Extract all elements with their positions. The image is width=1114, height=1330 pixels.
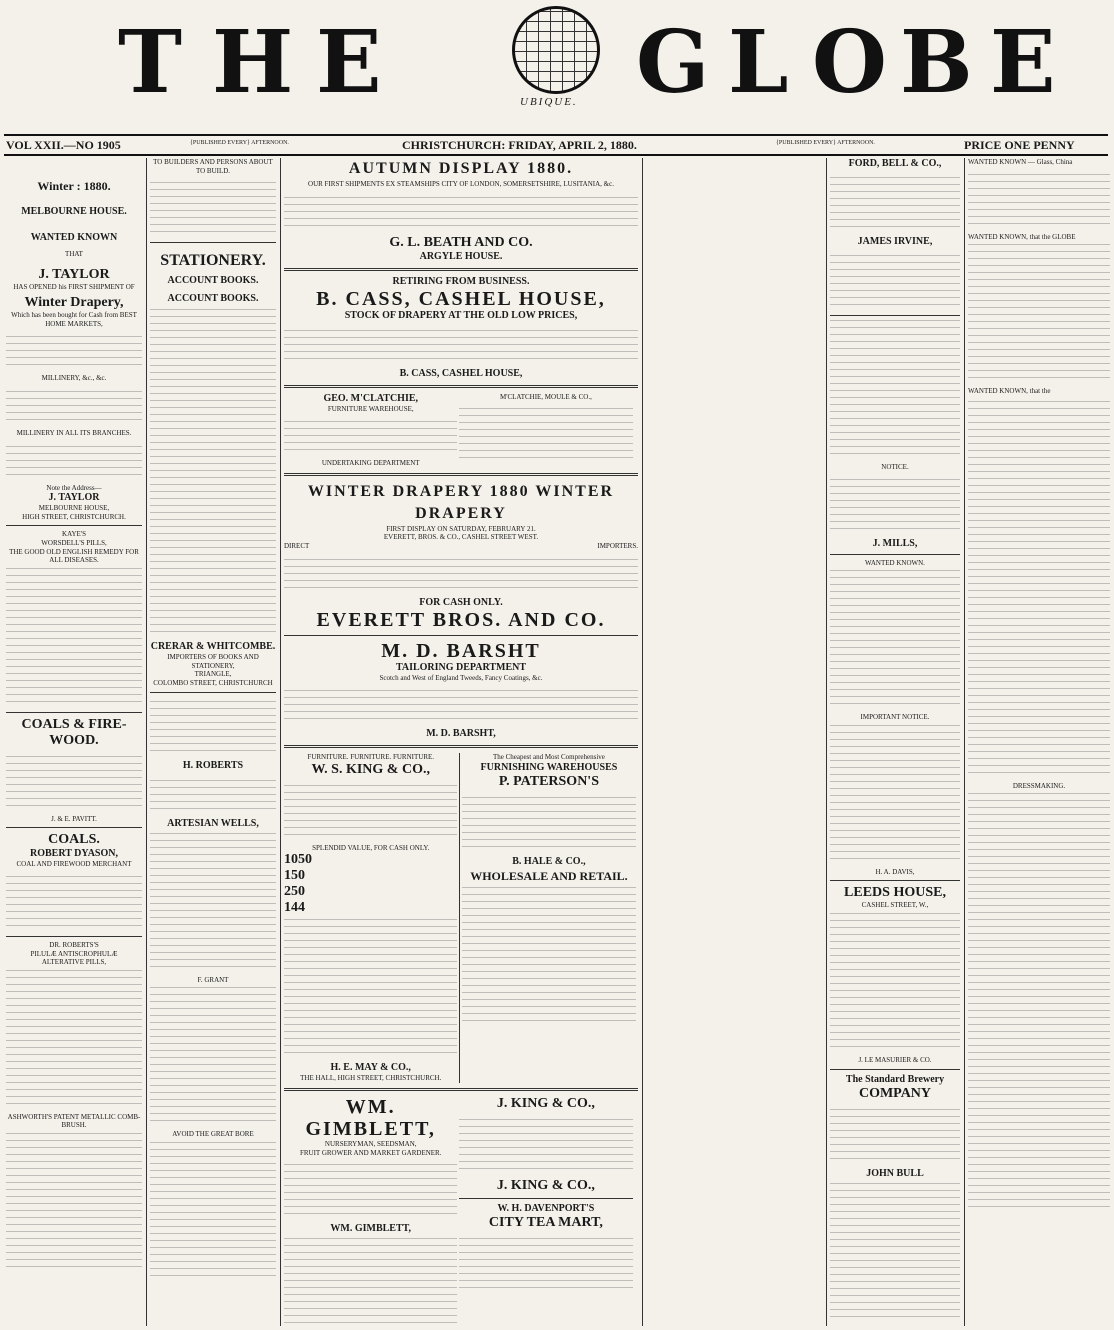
paterson-ad xyxy=(462,753,635,1030)
dateline xyxy=(4,134,1108,156)
masthead-letter: G xyxy=(636,12,712,113)
ad-heading: ROBERT DYASON, xyxy=(29,848,118,860)
ad-body-text xyxy=(6,1133,142,1273)
motto: UBIQUE. xyxy=(520,96,578,108)
ad-heading: G. L. BEATH AND CO. xyxy=(389,234,533,250)
ad-heading: FURNISHING WAREHOUSES xyxy=(480,761,618,773)
ad-body-text xyxy=(284,919,457,1059)
ad-heading: WM. GIMBLETT, xyxy=(305,1095,436,1140)
jking-ad xyxy=(459,1096,632,1297)
column-2 xyxy=(150,158,276,1326)
ad-body-text xyxy=(6,568,142,708)
direct-importers xyxy=(284,542,638,551)
ad-heading: M. D. BARSHT, xyxy=(426,728,496,740)
masthead-letter: T xyxy=(118,12,184,113)
column-rule xyxy=(642,158,643,1326)
divider xyxy=(830,880,960,881)
ad-heading: ASHWORTH'S PATENT METALLIC COMB-BRUSH. xyxy=(7,1112,141,1130)
divider xyxy=(830,315,960,316)
ad-text: NURSERYMAN, SEEDSMAN, xyxy=(324,1139,417,1148)
ad-heading: ALTERATIVE PILLS, xyxy=(41,958,107,967)
column-rule xyxy=(280,158,281,1326)
ad-heading: FORD, BELL & CO., xyxy=(848,158,942,169)
ad-heading: J. MILLS, xyxy=(872,537,918,549)
ad-heading: J. TAYLOR xyxy=(48,492,100,504)
ad-heading: WHOLESALE AND RETAIL. xyxy=(470,868,628,883)
ad-heading: ARGYLE HOUSE. xyxy=(419,250,503,262)
ad-heading: COMPANY xyxy=(858,1085,932,1101)
volume-number: VOL XXII.—NO 1905 xyxy=(6,138,121,152)
ad-text: TRIANGLE, xyxy=(194,670,232,679)
ad-body-text xyxy=(284,781,457,841)
ad-heading: MELBOURNE HOUSE. xyxy=(21,206,127,217)
ad-body-text xyxy=(830,251,960,311)
ad-body-text xyxy=(6,441,142,481)
ad-heading: COALS. xyxy=(48,832,100,848)
column-5 xyxy=(830,158,960,1326)
ad-body-text xyxy=(830,1183,960,1323)
ad-heading: SPLENDID VALUE, FOR CASH ONLY. xyxy=(312,843,430,852)
ad-body-text xyxy=(6,970,142,1110)
ad-body-text xyxy=(150,1142,276,1282)
masthead xyxy=(0,0,1114,118)
ad-text: COLOMBO STREET, CHRISTCHURCH xyxy=(153,678,273,687)
ad-body-text xyxy=(6,752,142,812)
ad-body-text xyxy=(830,570,960,710)
ad-body-text xyxy=(462,887,635,1027)
ad-heading: W. H. DAVENPORT'S xyxy=(497,1202,595,1214)
ad-text: Scotch and West of England Tweeds, Fancy Coatings, &c. xyxy=(379,673,543,682)
ad-text: H. A. DAVIS, xyxy=(875,867,915,876)
ad-text: HAS OPENED his FIRST SHIPMENT OF xyxy=(13,282,135,291)
divider xyxy=(284,635,638,636)
ad-body-text xyxy=(150,178,276,238)
divider xyxy=(284,385,638,388)
ad-text: The Cheapest and Most Comprehensive xyxy=(492,753,605,762)
ad-heading: WANTED KNOWN. xyxy=(865,558,925,567)
ad-body-text xyxy=(150,697,276,757)
divider xyxy=(6,712,142,713)
masthead-letter: E xyxy=(316,12,384,113)
divider xyxy=(284,473,638,476)
ad-body-text xyxy=(150,833,276,973)
globe-emblem xyxy=(512,6,600,94)
main-advertisements xyxy=(284,158,638,1326)
ad-text: COAL AND FIREWOOD MERCHANT xyxy=(16,860,132,869)
ad-heading: FOR CASH ONLY. xyxy=(419,596,503,608)
ad-body-text xyxy=(459,404,632,464)
column-6 xyxy=(968,158,1110,1326)
ad-heading: PILULÆ ANTISCROPHULÆ xyxy=(30,949,118,958)
ad-text: DIRECT xyxy=(284,541,310,550)
ad-body-text xyxy=(830,173,960,233)
ad-body-text xyxy=(830,1105,960,1165)
ad-heading: JOHN BULL xyxy=(866,1167,924,1179)
published-note: {PUBLISHED EVERY} AFTERNOON. xyxy=(776,140,875,146)
ad-heading: STATIONERY. xyxy=(160,252,266,270)
mclatchie-ad xyxy=(284,393,457,468)
ad-body-text xyxy=(150,775,276,815)
ad-heading: TAILORING DEPARTMENT xyxy=(395,661,527,673)
king-ad xyxy=(284,753,460,1083)
ad-body-text xyxy=(6,331,142,371)
ad-heading: EVERETT BROS. AND CO. xyxy=(316,608,606,631)
ad-body-text xyxy=(284,1238,457,1326)
ad-body-text xyxy=(459,1234,632,1294)
ad-text: THE HALL, HIGH STREET, CHRISTCHURCH. xyxy=(300,1074,442,1083)
column-rule xyxy=(146,158,147,1326)
ad-text: THAT xyxy=(65,250,83,258)
ad-heading: AUTUMN DISPLAY 1880. xyxy=(348,160,574,177)
ad-text: Note the Address— xyxy=(46,483,102,492)
ad-heading: GEO. M'CLATCHIE, xyxy=(323,392,418,404)
ad-heading: JAMES IRVINE, xyxy=(857,236,933,247)
ad-text: OUR FIRST SHIPMENTS EX STEAMSHIPS CITY OF LONDON, SOMERSETSHIRE, LUSITANIA, &c. xyxy=(308,180,614,188)
ad-heading: KAYE'S xyxy=(62,530,86,539)
ad-text: IMPORTERS OF BOOKS AND STATIONERY, xyxy=(167,653,259,670)
divider xyxy=(830,554,960,555)
ad-heading: LEEDS HOUSE, xyxy=(844,885,946,901)
issue-date: CHRISTCHURCH: FRIDAY, APRIL 2, 1880. xyxy=(402,138,637,152)
masthead-letter: O xyxy=(812,12,889,113)
ad-text: CASHEL STREET, W., xyxy=(861,901,929,910)
ad-text: Which has been bought for Cash from BEST HOME MARKETS, xyxy=(11,311,137,328)
ad-text: THE GOOD OLD ENGLISH REMEDY FOR ALL DISEASES. xyxy=(9,547,139,565)
column-1 xyxy=(6,158,142,1326)
ad-heading: The Standard Brewery xyxy=(845,1073,945,1085)
ad-body-text xyxy=(6,386,142,426)
ad-heading: NOTICE. xyxy=(881,463,909,471)
ad-heading: WANTED KNOWN — Glass, China xyxy=(968,158,1073,166)
column-rule xyxy=(964,158,965,1326)
ad-heading: WM. GIMBLETT, xyxy=(330,1223,412,1235)
ad-heading: Winter Drapery, xyxy=(24,295,124,311)
divider xyxy=(284,1088,638,1091)
price-figure: 144 xyxy=(284,900,305,916)
ad-body-text xyxy=(830,913,960,1053)
ad-text: HIGH STREET, CHRISTCHURCH. xyxy=(22,512,126,521)
ad-heading: J. KING & CO., xyxy=(496,1095,595,1111)
ad-heading: FURNITURE. FURNITURE. FURNITURE. xyxy=(307,753,435,762)
ad-text: UNDERTAKING DEPARTMENT xyxy=(321,459,420,468)
ad-text: M'CLATCHIE, MOULE & CO., xyxy=(499,392,592,401)
ad-heading: TO BUILDERS AND PERSONS ABOUT TO BUILD. xyxy=(153,158,273,175)
ad-text: MELBOURNE HOUSE, xyxy=(38,504,110,513)
ad-heading: WANTED KNOWN, that the xyxy=(968,387,1051,396)
ad-heading: DR. ROBERTS'S xyxy=(49,940,99,949)
ad-heading: DRESSMAKING. xyxy=(1012,781,1066,790)
ad-heading: IMPORTANT NOTICE. xyxy=(860,713,930,722)
ad-body-text xyxy=(830,475,960,535)
ad-body-text xyxy=(284,1160,457,1220)
masthead-letter: B xyxy=(900,12,975,113)
ad-body-text xyxy=(284,554,638,594)
ad-text: J. LE MASURIER & CO. xyxy=(858,1055,932,1064)
published-note: {PUBLISHED EVERY} AFTERNOON. xyxy=(190,140,289,146)
price-figure: 150 xyxy=(284,868,305,884)
ad-body-text xyxy=(284,192,638,232)
masthead-letter: L xyxy=(728,12,791,113)
ad-heading: ACCOUNT BOOKS. xyxy=(167,293,259,305)
ad-heading: J. TAYLOR xyxy=(38,266,110,282)
ad-text: MILLINERY, &c., &c. xyxy=(41,374,107,383)
ad-body-text xyxy=(968,170,1110,230)
ad-heading: WORSDELL'S PILLS, xyxy=(41,538,107,547)
ad-heading: Winter : 1880. xyxy=(37,179,111,193)
ad-heading: WANTED KNOWN xyxy=(30,232,118,243)
ad-text: F. GRANT xyxy=(197,975,229,984)
ad-body-text xyxy=(968,244,1110,384)
divider xyxy=(150,242,276,243)
divider xyxy=(6,936,142,937)
ad-heading: W. S. KING & CO., xyxy=(311,761,430,777)
ad-heading: M. D. BARSHT xyxy=(381,639,541,662)
ad-heading: STOCK OF DRAPERY AT THE OLD LOW PRICES, xyxy=(344,309,578,321)
ad-heading: WANTED KNOWN, that the GLOBE xyxy=(968,232,1076,241)
ad-body-text xyxy=(462,793,635,853)
ad-heading: COALS & FIRE-WOOD. xyxy=(21,716,127,748)
ad-heading: B. CASS, CASHEL HOUSE, xyxy=(316,287,606,310)
ad-heading: H. E. MAY & CO., xyxy=(330,1062,411,1074)
ad-body-text xyxy=(284,416,457,456)
ad-text: MILLINERY IN ALL ITS BRANCHES. xyxy=(16,428,132,437)
price-figure: 250 xyxy=(284,884,305,900)
ad-heading: AVOID THE GREAT BORE xyxy=(172,1130,254,1139)
ad-text: IMPORTERS. xyxy=(597,541,638,550)
ad-heading: B. CASS, CASHEL HOUSE, xyxy=(399,367,523,379)
ad-text: FIRST DISPLAY ON SATURDAY, FEBRUARY 21. xyxy=(386,524,536,533)
ad-text: EVERETT, BROS. & CO., CASHEL STREET WEST. xyxy=(383,533,539,542)
column-rule xyxy=(826,158,827,1326)
ad-heading: CITY TEA MART, xyxy=(488,1214,603,1230)
divider xyxy=(6,827,142,828)
divider xyxy=(830,1069,960,1070)
ad-body-text xyxy=(830,320,960,460)
masthead-letter: E xyxy=(990,12,1058,113)
price: PRICE ONE PENNY xyxy=(964,138,1075,152)
ad-body-text xyxy=(150,987,276,1127)
ad-heading: ARTESIAN WELLS, xyxy=(167,817,259,829)
divider xyxy=(459,1198,632,1199)
price-figure: 1050 xyxy=(284,852,312,868)
ad-body-text xyxy=(150,308,276,638)
gimblett-ad xyxy=(284,1096,457,1326)
divider xyxy=(6,525,142,526)
masthead-letter: H xyxy=(212,12,296,113)
ad-body-text xyxy=(284,325,638,365)
ad-text: J. & E. PAVITT. xyxy=(51,814,97,823)
ad-text: FRUIT GROWER AND MARKET GARDENER. xyxy=(299,1148,442,1157)
ad-text: FURNITURE WAREHOUSE, xyxy=(327,404,414,413)
ad-body-text xyxy=(968,399,1110,779)
ad-heading: B. HALE & CO., xyxy=(512,855,586,867)
ad-body-text xyxy=(459,1115,632,1175)
divider xyxy=(150,692,276,693)
ad-heading: P. PATERSON'S xyxy=(498,773,599,789)
ad-body-text xyxy=(830,725,960,865)
ad-body-text xyxy=(6,872,142,932)
ad-heading: RETIRING FROM BUSINESS. xyxy=(392,275,530,287)
divider xyxy=(284,268,638,271)
ad-heading: J. KING & CO., xyxy=(496,1177,595,1193)
ad-heading: H. ROBERTS xyxy=(182,759,244,771)
ad-heading: CRERAR & WHITCOMBE. xyxy=(150,641,276,653)
ad-heading: WINTER DRAPERY 1880 WINTER DRAPERY xyxy=(307,482,615,522)
mclatchie-moule-ad xyxy=(459,393,632,468)
ad-body-text xyxy=(284,685,638,725)
ad-heading: ACCOUNT BOOKS. xyxy=(167,275,259,287)
divider xyxy=(284,745,638,748)
ad-body-text xyxy=(968,793,1110,1213)
